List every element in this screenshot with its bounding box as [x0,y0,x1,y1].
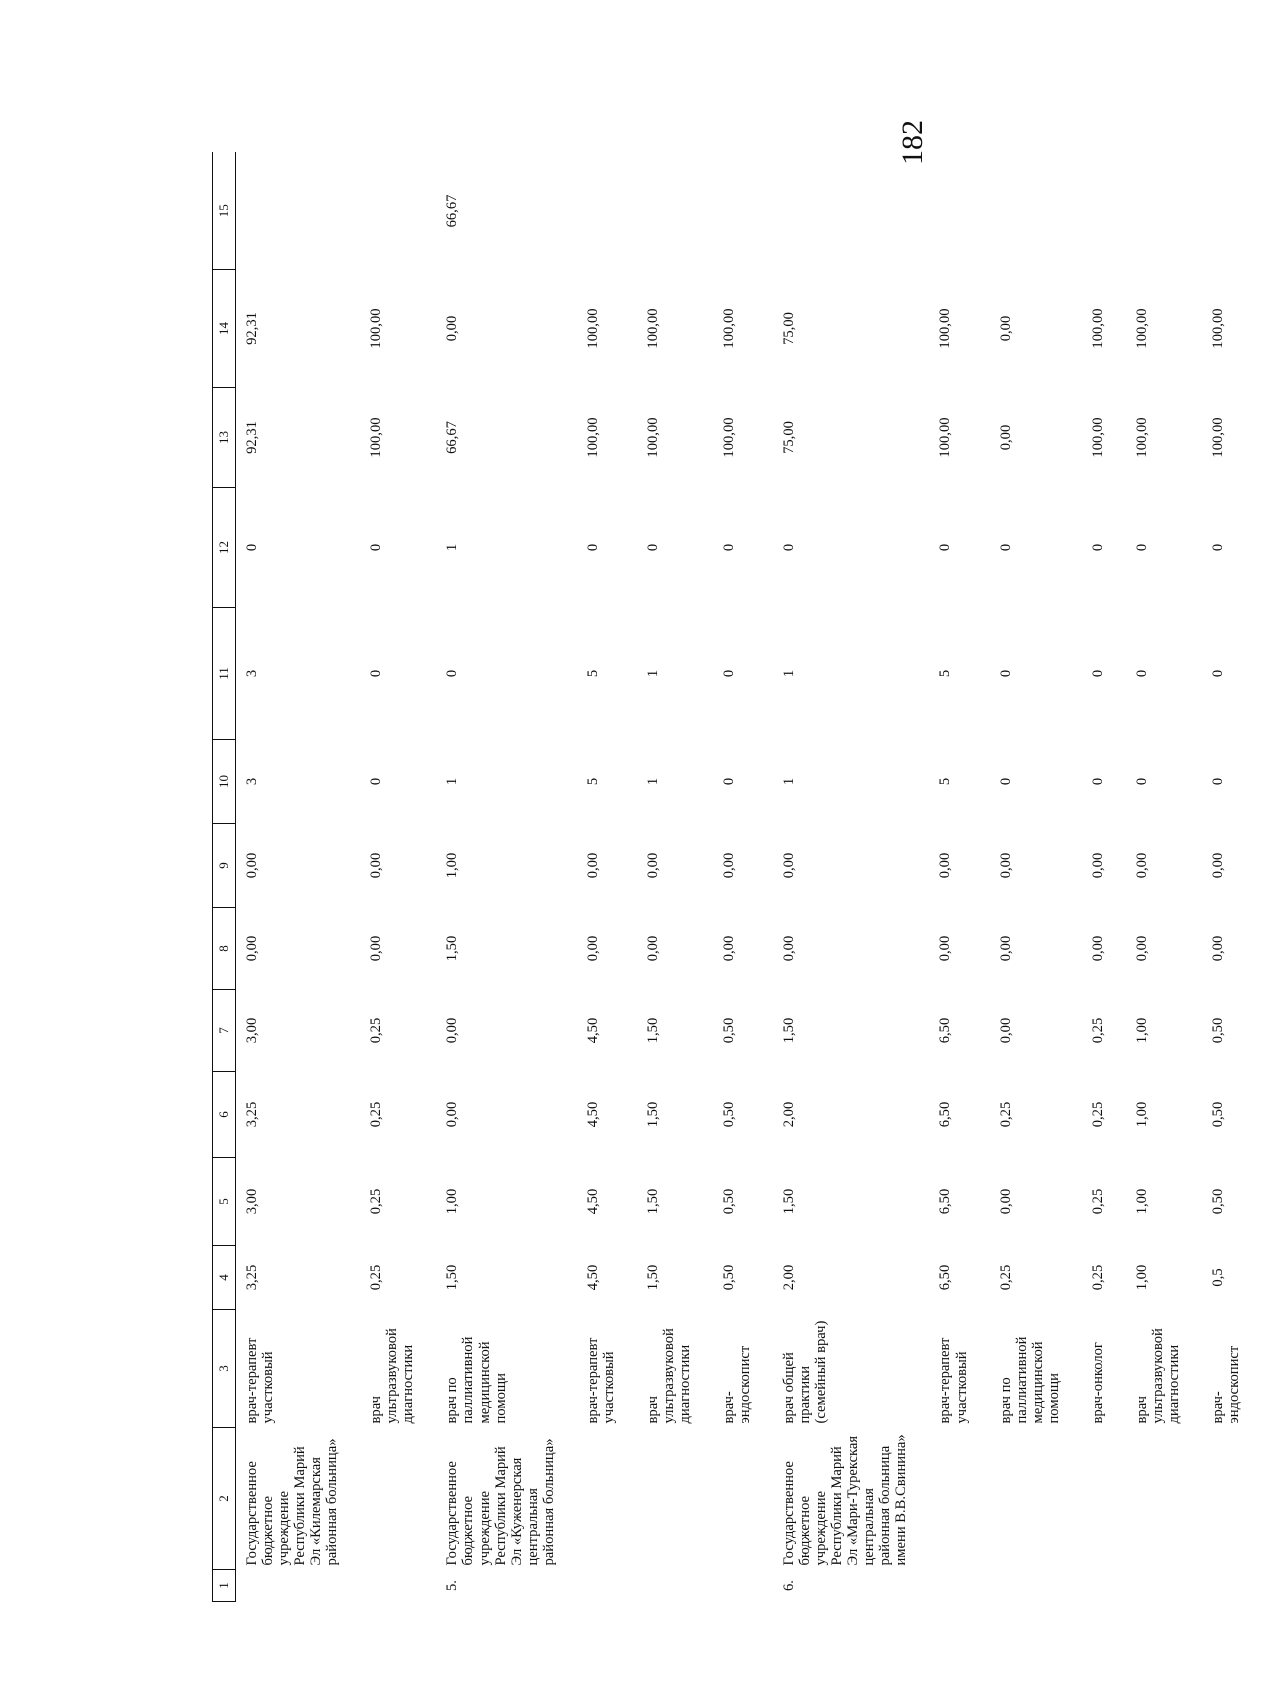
table-row [1202,153,1262,1602]
value-cell-c4: 4,50 [584,1264,601,1291]
value-cell-c10: 0 [1209,777,1226,786]
value-cell-c14: 75,00 [781,312,798,345]
value-cell-c6: 2,00 [781,1101,798,1128]
table-row [929,153,989,1602]
value-cell-c11: 0 [368,669,385,678]
value-cell-c6: 0,50 [720,1101,737,1128]
value-cell-c5: 1,50 [644,1188,661,1215]
value-cell-c6: 0,00 [444,1101,461,1128]
value-cell-c14: 100,00 [644,308,661,349]
column-number-1: 1 [213,1570,236,1602]
value-cell-c12: 0 [1133,543,1150,552]
table-row [773,153,929,1602]
value-cell-c11: 1 [644,669,661,678]
value-cell-c15 [929,153,989,270]
value-cell-c7: 0,50 [720,1017,737,1044]
column-number-2: 2 [213,1428,236,1570]
position-cell: врач-эндоскопист [1209,1345,1242,1424]
column-number-3: 3 [213,1310,236,1428]
value-cell-c12: 0 [584,543,601,552]
value-cell-c14: 100,00 [584,308,601,349]
row-number-cell [637,1570,713,1602]
value-cell-c8: 0,00 [1133,935,1150,962]
value-cell-c7: 3,00 [244,1017,260,1044]
value-cell-c14: 92,31 [244,312,260,345]
value-cell-c15 [577,153,637,270]
value-cell-c6: 1,00 [1133,1101,1150,1128]
column-number-10: 10 [213,740,236,824]
value-cell-c11: 0 [720,669,737,678]
value-cell-c10: 0 [1133,777,1150,786]
table-row [360,153,436,1602]
value-cell-c13: 100,00 [1209,417,1226,458]
position-cell: врач общей практики (семейный врач) [781,1320,830,1424]
value-cell-c10: 1 [781,777,798,786]
page-number: 182 [896,120,929,165]
value-cell-c10: 5 [937,777,954,786]
value-cell-c4: 6,50 [937,1264,954,1291]
value-cell-c11: 5 [937,669,954,678]
value-cell-c8: 0,00 [644,935,661,962]
value-cell-c4: 0,25 [1089,1264,1106,1291]
value-cell-c12: 0 [1089,543,1106,552]
value-cell-c13: 100,00 [368,417,385,458]
organization-cell: Государственное бюджетное учреждение Республики Марий Эл «Куженерская центральная районная больница» [444,1438,557,1566]
value-cell-c10: 0 [1089,777,1106,786]
value-cell-c14: 100,00 [720,308,737,349]
value-cell-c11: 0 [997,669,1014,678]
value-cell-c7: 4,50 [584,1017,601,1044]
value-cell-c11: 1 [781,669,798,678]
rotated-table-page [212,155,1242,1602]
row-number-cell [990,1570,1082,1602]
value-cell-c13: 100,00 [720,417,737,458]
value-cell-c6: 0,50 [1209,1101,1226,1128]
value-cell-c7: 0,50 [1209,1017,1226,1044]
table-row [436,153,576,1602]
value-cell-c13: 100,00 [1089,417,1106,458]
organization-cell: Государственное бюджетное учреждение Республики Марий Эл «Мари-Турекская центральная районная больница имени В.В.Свинина» [781,1434,910,1566]
value-cell-c14: 100,00 [1209,308,1226,349]
value-cell-c13: 100,00 [644,417,661,458]
value-cell-c12: 0 [244,543,260,552]
value-cell-c8: 0,00 [937,935,954,962]
value-cell-c8: 1,50 [444,935,461,962]
value-cell-c5: 1,50 [781,1188,798,1215]
column-number-row [213,153,236,1602]
organization-cell: Государственное бюджетное учреждение Республики Марий Эл «Килемарская районная больница» [244,1438,341,1566]
value-cell-c4: 0,25 [368,1264,385,1291]
value-cell-c5: 3,00 [244,1188,260,1215]
value-cell-c7: 1,00 [1133,1017,1150,1044]
row-number-cell [929,1570,989,1602]
value-cell-c5: 0,25 [368,1188,385,1215]
value-cell-c5: 0,00 [997,1188,1014,1215]
table-row [1126,153,1202,1602]
column-number-4: 4 [213,1246,236,1310]
value-cell-c15: 66,67 [444,194,461,228]
position-cell: врач-эндоскопист [720,1345,754,1424]
value-cell-c8: 0,00 [1209,935,1226,962]
value-cell-c7: 0,25 [368,1017,385,1044]
value-cell-c8: 0,00 [720,935,737,962]
column-number-14: 14 [213,270,236,388]
value-cell-c5: 0,25 [1089,1188,1106,1215]
position-cell: врач ультразвуковой диагностики [644,1328,693,1424]
value-cell-c6: 1,50 [644,1101,661,1128]
value-cell-c11: 0 [1209,669,1226,678]
value-cell-c12: 0 [644,543,661,552]
row-number-cell: 5. [444,1580,461,1591]
value-cell-c12: 0 [368,543,385,552]
row-number-cell [1202,1570,1262,1602]
value-cell-c4: 3,25 [244,1264,260,1291]
organization-cell [1082,1428,1126,1570]
value-cell-c15 [990,153,1082,270]
value-cell-c5: 1,00 [444,1188,461,1215]
row-number-cell: 6. [781,1580,798,1591]
value-cell-c6: 3,25 [244,1101,260,1128]
table-row [1082,153,1126,1602]
value-cell-c12: 0 [781,543,798,552]
value-cell-c12: 1 [444,543,461,552]
value-cell-c15 [360,153,436,270]
position-cell: врач ультразвуковой диагностики [368,1328,417,1424]
value-cell-c4: 1,50 [444,1264,461,1291]
value-cell-c8: 0,00 [997,935,1014,962]
value-cell-c12: 0 [1209,543,1226,552]
staffing-table [212,153,1262,1603]
organization-cell [360,1428,436,1570]
column-number-6: 6 [213,1072,236,1158]
value-cell-c13: 75,00 [781,421,798,454]
value-cell-c11: 0 [1089,669,1106,678]
row-number-cell [1126,1570,1202,1602]
value-cell-c8: 0,00 [1089,935,1106,962]
value-cell-c11: 3 [244,669,260,678]
value-cell-c10: 0 [368,777,385,786]
table-row [990,153,1082,1602]
row-number-cell [1082,1570,1126,1602]
organization-cell [1202,1428,1262,1570]
organization-cell [713,1428,773,1570]
value-cell-c15 [713,153,773,270]
value-cell-c10: 0 [997,777,1014,786]
value-cell-c7: 0,00 [444,1017,461,1044]
value-cell-c5: 6,50 [937,1188,954,1215]
value-cell-c9: 0,00 [644,852,661,879]
row-number-cell [713,1570,773,1602]
value-cell-c12: 0 [937,543,954,552]
position-cell: врач по паллиативной медицинской помощи [997,1336,1062,1424]
column-number-8: 8 [213,908,236,990]
value-cell-c6: 0,25 [368,1101,385,1128]
value-cell-c13: 100,00 [937,417,954,458]
value-cell-c13: 66,67 [444,421,461,454]
value-cell-c9: 0,00 [997,852,1014,879]
value-cell-c8: 0,00 [368,935,385,962]
value-cell-c7: 1,50 [644,1017,661,1044]
value-cell-c5: 1,00 [1133,1188,1150,1215]
value-cell-c4: 2,00 [781,1264,798,1291]
value-cell-c5: 0,50 [1209,1188,1226,1215]
value-cell-c15 [1202,153,1262,270]
position-cell: врач-онколог [1089,1342,1106,1424]
column-number-11: 11 [213,608,236,740]
value-cell-c9: 0,00 [720,852,737,879]
value-cell-c4: 0,5 [1209,1268,1226,1287]
value-cell-c8: 0,00 [781,935,798,962]
value-cell-c14: 0,00 [997,315,1014,342]
value-cell-c6: 4,50 [584,1101,601,1128]
value-cell-c7: 0,25 [1089,1017,1106,1044]
value-cell-c15 [1126,153,1202,270]
value-cell-c11: 0 [444,669,461,678]
value-cell-c15 [773,153,929,270]
value-cell-c11: 0 [1133,669,1150,678]
value-cell-c14: 100,00 [937,308,954,349]
organization-cell [1126,1428,1202,1570]
value-cell-c8: 0,00 [244,935,260,962]
table-row [713,153,773,1602]
value-cell-c10: 3 [244,777,260,786]
value-cell-c9: 0,00 [937,852,954,879]
value-cell-c14: 100,00 [1089,308,1106,349]
value-cell-c15 [236,153,361,270]
value-cell-c14: 100,00 [1133,308,1150,349]
organization-cell [577,1428,637,1570]
table-row [577,153,637,1602]
value-cell-c9: 0,00 [368,852,385,879]
row-number-cell [360,1570,436,1602]
value-cell-c15 [637,153,713,270]
value-cell-c13: 100,00 [1133,417,1150,458]
value-cell-c4: 1,00 [1133,1264,1150,1291]
value-cell-c8: 0,00 [584,935,601,962]
column-number-5: 5 [213,1158,236,1246]
organization-cell [929,1428,989,1570]
value-cell-c6: 0,25 [1089,1101,1106,1128]
value-cell-c14: 100,00 [368,308,385,349]
position-cell: врач-терапевт участковый [584,1337,617,1424]
value-cell-c10: 5 [584,777,601,786]
value-cell-c12: 0 [997,543,1014,552]
value-cell-c5: 0,50 [720,1188,737,1215]
table-body [236,153,1262,1602]
value-cell-c9: 1,00 [444,852,461,879]
column-number-13: 13 [213,388,236,488]
value-cell-c13: 92,31 [244,421,260,454]
position-cell: врач-терапевт участковый [244,1337,277,1424]
table-row [236,153,361,1602]
value-cell-c9: 0,00 [781,852,798,879]
value-cell-c4: 0,25 [997,1264,1014,1291]
row-number-cell [577,1570,637,1602]
value-cell-c4: 1,50 [644,1264,661,1291]
value-cell-c4: 0,50 [720,1264,737,1291]
value-cell-c7: 6,50 [937,1017,954,1044]
value-cell-c13: 0,00 [997,424,1014,451]
column-number-12: 12 [213,488,236,608]
value-cell-c9: 0,00 [1209,852,1226,879]
position-cell: врач ультразвуковой диагностики [1133,1328,1182,1424]
table-row [637,153,713,1602]
value-cell-c14: 0,00 [444,315,461,342]
value-cell-c10: 1 [444,777,461,786]
column-number-15: 15 [213,153,236,270]
value-cell-c6: 6,50 [937,1101,954,1128]
value-cell-c10: 0 [720,777,737,786]
value-cell-c12: 0 [720,543,737,552]
position-cell: врач-терапевт участковый [937,1337,970,1424]
value-cell-c9: 0,00 [1089,852,1106,879]
value-cell-c15 [1082,153,1126,270]
column-number-7: 7 [213,990,236,1072]
position-cell: врач по паллиативной медицинской помощи [444,1336,509,1424]
row-number-cell [236,1570,361,1602]
value-cell-c11: 5 [584,669,601,678]
organization-cell [637,1428,713,1570]
value-cell-c10: 1 [644,777,661,786]
value-cell-c13: 100,00 [584,417,601,458]
value-cell-c9: 0,00 [244,852,260,879]
value-cell-c9: 0,00 [584,852,601,879]
value-cell-c5: 4,50 [584,1188,601,1215]
value-cell-c6: 0,25 [997,1101,1014,1128]
value-cell-c7: 0,00 [997,1017,1014,1044]
value-cell-c9: 0,00 [1133,852,1150,879]
column-number-9: 9 [213,824,236,908]
value-cell-c7: 1,50 [781,1017,798,1044]
organization-cell [990,1428,1082,1570]
